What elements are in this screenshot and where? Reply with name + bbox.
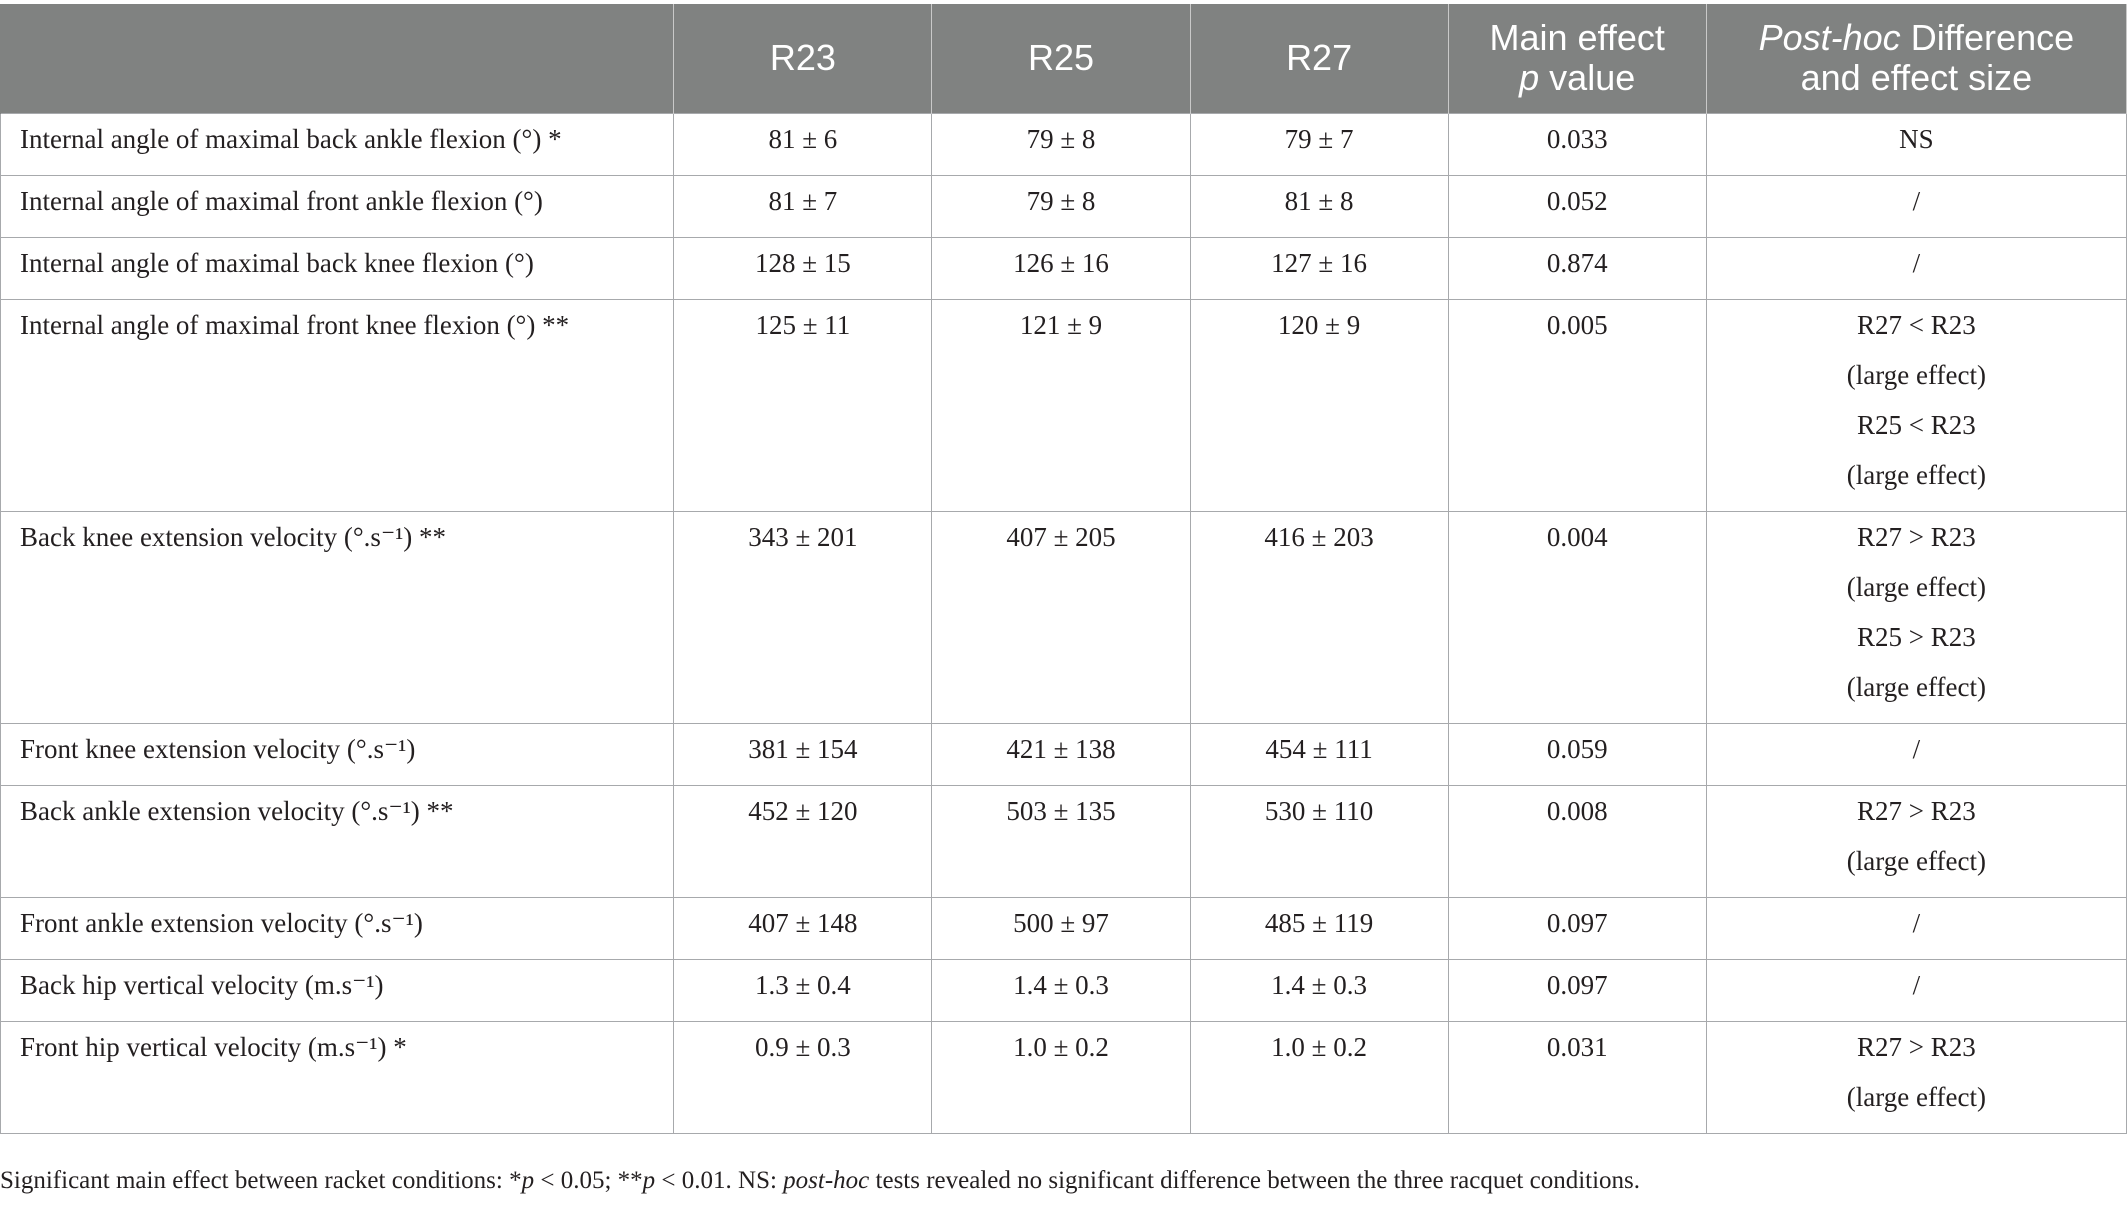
cell-p-value: 0.097 [1448,959,1706,1021]
cell-r27: 530 ± 110 [1190,785,1448,897]
cell-p-value: 0.004 [1448,511,1706,723]
post-hoc-italic: Post-hoc [1758,17,1901,59]
cell-r27: 1.4 ± 0.3 [1190,959,1448,1021]
post-hoc-line: R25 < R23 [1857,409,1976,440]
cell-r23: 381 ± 154 [674,723,932,785]
cell-r27: 127 ± 16 [1190,237,1448,299]
post-hoc-line: (large effect) [1846,671,1986,702]
results-table [0,4,2127,1134]
post-hoc-line: R25 > R23 [1857,621,1976,652]
cell-p-value: 0.052 [1448,175,1706,237]
cell-p-value: 0.097 [1448,897,1706,959]
cell-parameter: Internal angle of maximal back knee flexion (°) [1,237,674,299]
header-parameter [1,4,674,113]
cell-parameter: Back ankle extension velocity (°.s⁻¹) ** [1,785,674,897]
cell-parameter: Front hip vertical velocity (m.s⁻¹) * [1,1021,674,1133]
cell-p-value: 0.008 [1448,785,1706,897]
table-header [1,4,2127,113]
table-row [1,237,2127,299]
table-row [1,299,2127,511]
cell-r27: 1.0 ± 0.2 [1190,1021,1448,1133]
post-hoc-line: (large effect) [1846,359,1986,390]
header-label-line: Post-hoc Difference [1758,17,2075,59]
post-hoc-line: / [1912,185,1921,216]
cell-r25: 500 ± 97 [932,897,1190,959]
cell-parameter: Front ankle extension velocity (°.s⁻¹) [1,897,674,959]
cell-r23: 407 ± 148 [674,897,932,959]
table-row [1,959,2127,1021]
table-row [1,113,2127,175]
table-body [1,113,2127,1133]
header-p-value [1448,4,1706,113]
table-row [1,897,2127,959]
cell-post-hoc [1706,785,2126,897]
header-label-line: and effect size [1800,57,2033,99]
header-post-hoc [1706,4,2126,113]
post-hoc-line: / [1912,733,1921,764]
header-label-line: Main effect [1489,17,1665,59]
cell-r27: 120 ± 9 [1190,299,1448,511]
cell-parameter: Internal angle of maximal front ankle flexion (°) [1,175,674,237]
table-row [1,723,2127,785]
table-footnote: Significant main effect between racket conditions: *p < 0.05; **p < 0.01. NS: post-hoc tests revealed no significant difference between the three racquet conditions. [0,1167,1641,1194]
cell-r25: 407 ± 205 [932,511,1190,723]
cell-r23: 1.3 ± 0.4 [674,959,932,1021]
cell-post-hoc [1706,511,2126,723]
post-hoc-line: (large effect) [1846,571,1986,602]
post-hoc-line: (large effect) [1846,845,1986,876]
post-hoc-line: (large effect) [1846,1081,1986,1112]
cell-r27: 81 ± 8 [1190,175,1448,237]
cell-r27: 485 ± 119 [1190,897,1448,959]
table-row [1,785,2127,897]
cell-r23: 128 ± 15 [674,237,932,299]
cell-parameter: Internal angle of maximal front knee flexion (°) ** [1,299,674,511]
cell-r23: 452 ± 120 [674,785,932,897]
cell-post-hoc [1706,299,2126,511]
post-hoc-line: / [1912,247,1921,278]
cell-r23: 125 ± 11 [674,299,932,511]
cell-p-value: 0.031 [1448,1021,1706,1133]
post-hoc-line: R27 > R23 [1857,521,1976,552]
table-row [1,511,2127,723]
header-r25 [932,4,1190,113]
post-hoc-line: R27 > R23 [1857,1031,1976,1062]
cell-post-hoc [1706,175,2126,237]
post-hoc-line: NS [1899,123,1934,154]
cell-parameter: Internal angle of maximal back ankle flexion (°) * [1,113,674,175]
cell-r25: 421 ± 138 [932,723,1190,785]
cell-post-hoc [1706,113,2126,175]
cell-r25: 503 ± 135 [932,785,1190,897]
p-italic: p [1519,57,1540,99]
cell-post-hoc [1706,959,2126,1021]
cell-p-value: 0.005 [1448,299,1706,511]
cell-p-value: 0.033 [1448,113,1706,175]
cell-r27: 79 ± 7 [1190,113,1448,175]
post-hoc-line: (large effect) [1846,459,1986,490]
cell-r25: 121 ± 9 [932,299,1190,511]
header-label-line: R27 [1286,37,1353,79]
cell-r25: 79 ± 8 [932,113,1190,175]
cell-post-hoc [1706,237,2126,299]
cell-r27: 454 ± 111 [1190,723,1448,785]
cell-parameter: Back hip vertical velocity (m.s⁻¹) [1,959,674,1021]
header-row [1,4,2127,113]
results-table-container [0,4,2127,1134]
header-r23 [674,4,932,113]
cell-r23: 0.9 ± 0.3 [674,1021,932,1133]
cell-r25: 126 ± 16 [932,237,1190,299]
cell-parameter: Back knee extension velocity (°.s⁻¹) ** [1,511,674,723]
header-r27 [1190,4,1448,113]
cell-p-value: 0.059 [1448,723,1706,785]
post-hoc-line: / [1912,969,1921,1000]
cell-post-hoc [1706,1021,2126,1133]
header-label-line: R23 [769,37,836,79]
cell-post-hoc [1706,897,2126,959]
post-hoc-line: R27 > R23 [1857,795,1976,826]
post-hoc-line: / [1912,907,1921,938]
table-row [1,175,2127,237]
table-row [1,1021,2127,1133]
cell-r25: 79 ± 8 [932,175,1190,237]
cell-r23: 81 ± 6 [674,113,932,175]
header-label-line: R25 [1027,37,1094,79]
post-hoc-line: R27 < R23 [1857,309,1976,340]
cell-r23: 343 ± 201 [674,511,932,723]
cell-p-value: 0.874 [1448,237,1706,299]
cell-r23: 81 ± 7 [674,175,932,237]
header-label-line: p value [1519,57,1636,99]
cell-post-hoc [1706,723,2126,785]
cell-r27: 416 ± 203 [1190,511,1448,723]
cell-r25: 1.0 ± 0.2 [932,1021,1190,1133]
cell-parameter: Front knee extension velocity (°.s⁻¹) [1,723,674,785]
cell-r25: 1.4 ± 0.3 [932,959,1190,1021]
